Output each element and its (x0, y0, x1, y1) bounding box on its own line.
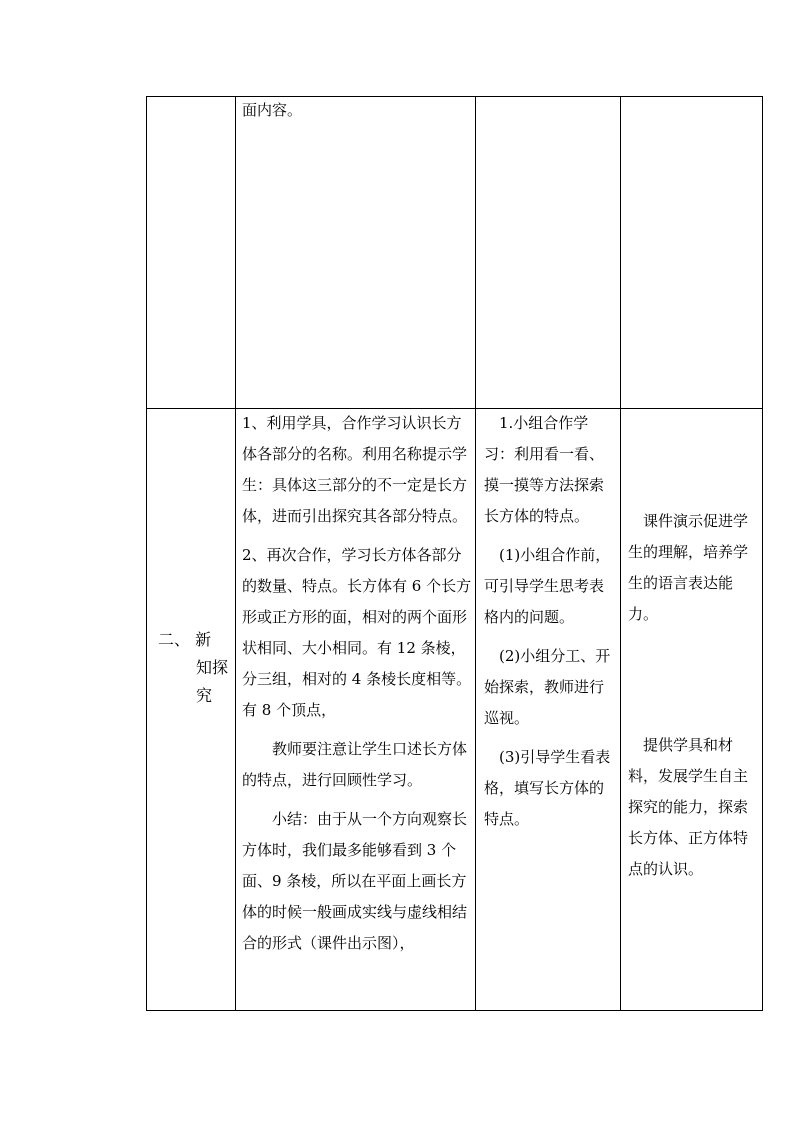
table-bottom-border (146, 1010, 763, 1011)
row1-content-text: 面内容。 (242, 101, 303, 119)
teacher-activity-paragraph: 教师要注意让学生口述长方体的特点，进行回顾性学习。 (242, 740, 468, 789)
design-intent-paragraph: 课件演示促进学生的理解，培养学生的语言表达能力。 (628, 512, 749, 623)
student-activity-paragraph: (3)引导学生看表格，填写长方体的特点。 (484, 748, 611, 828)
teacher-activity-paragraph: 2、再次合作，学习长方体各部分的数量、特点。长方体有 6 个长方形或正方形的面，相对的两个面形状相同、大小相同。有 12 条棱，分三组，相对的 4 条棱长度相等。有 8 个顶点， (242, 546, 472, 719)
stage-label-line3: 究 (195, 686, 212, 705)
student-activity-paragraph: (2)小组分工、开始探索，教师进行巡视。 (484, 647, 611, 727)
teacher-activity-cell (242, 408, 474, 967)
teacher-activity-paragraph: 小结：由于从一个方向观察长方体时，我们最多能够看到 3 个面、9 条棱，所以在平面上画长方体的时候一般画成实线与虚线相结合的形式（课件出示图）， (242, 810, 468, 952)
table-right-border (762, 96, 763, 1011)
column-divider-3 (620, 96, 621, 1011)
lesson-plan-table (146, 96, 763, 1011)
stage-label-line2: 知探 (195, 658, 228, 677)
column-divider-1 (235, 96, 236, 1011)
stage-label-line1: 二、 新 (158, 630, 212, 649)
design-intent-cell (628, 506, 758, 893)
row1-content-cell (242, 95, 474, 134)
column-divider-2 (475, 96, 476, 1011)
stage-label (158, 626, 232, 710)
design-intent-paragraph: 提供学具和材料，发展学生自主探究的能力，探索长方体、正方体特点的认识。 (628, 736, 749, 878)
teacher-activity-paragraph: 1、利用学具，合作学习认识长方体各部分的名称。利用名称提示学生：具体这三部分的不一定是长方体，进而引出探究其各部分特点。 (242, 414, 468, 525)
student-activity-paragraph: (1)小组合作前，可引导学生思考表格内的问题。 (484, 546, 611, 626)
table-left-border (146, 96, 147, 1011)
student-activity-cell (484, 408, 618, 843)
student-activity-paragraph: 1.小组合作学习：利用看一看、摸一摸等方法探索长方体的特点。 (484, 414, 605, 525)
